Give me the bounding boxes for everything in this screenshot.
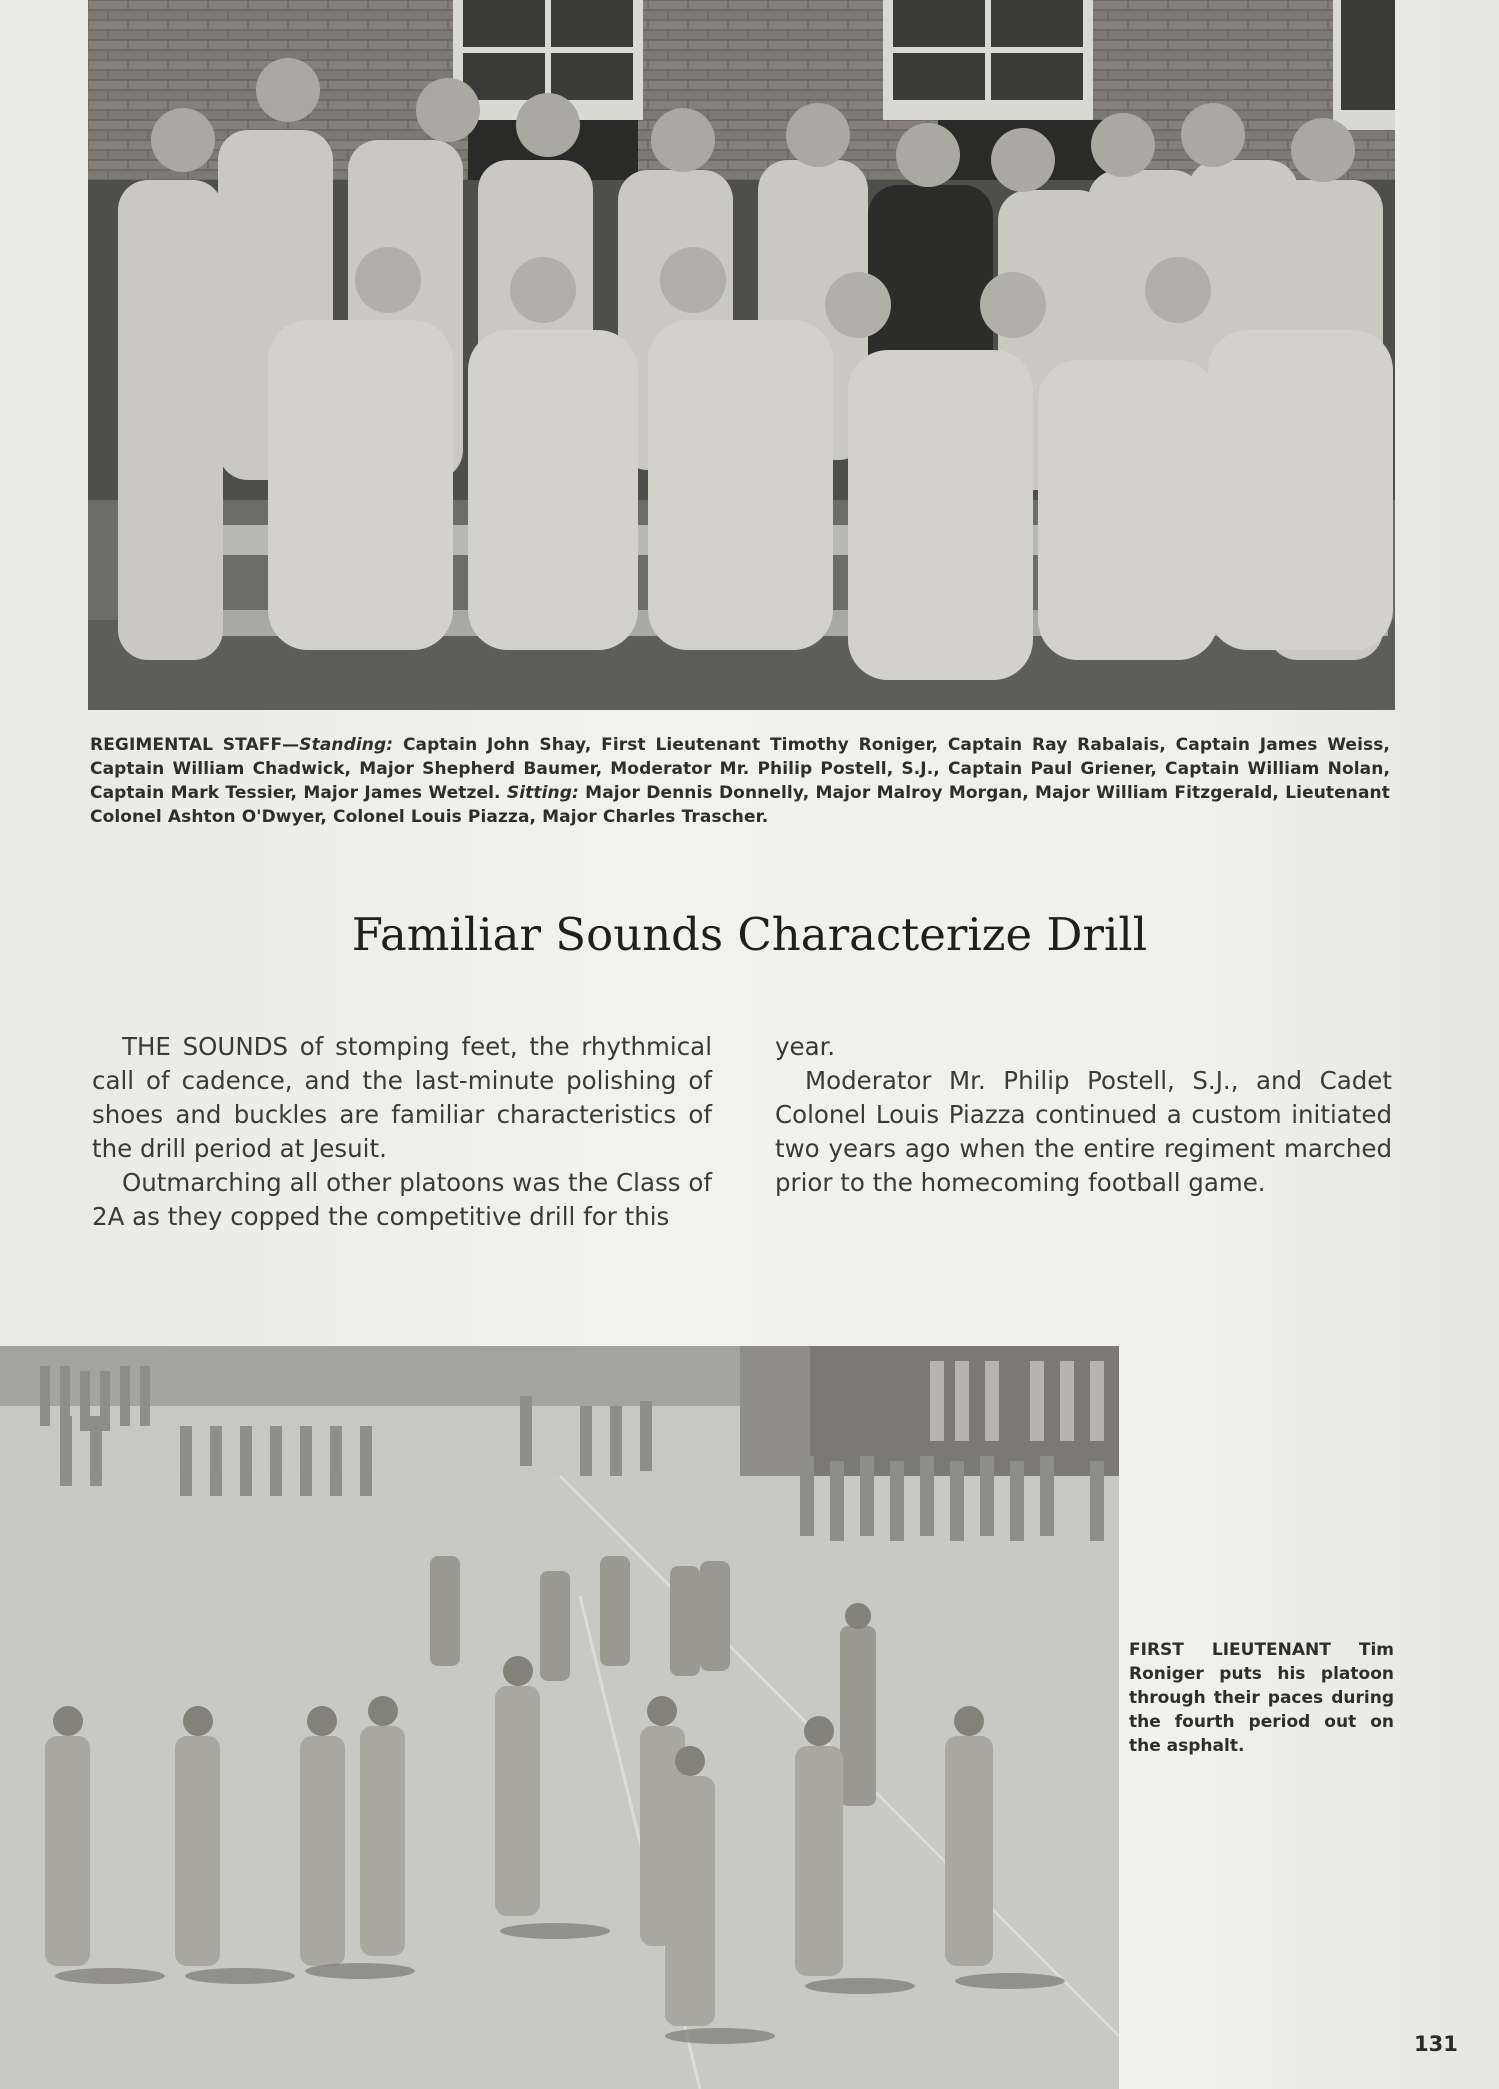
article-column-left xyxy=(92,1030,712,1234)
page-number: 131 xyxy=(1414,2032,1458,2056)
regimental-staff-photo xyxy=(88,0,1395,710)
article-paragraph: THE SOUNDS of stomping feet, the rhythmical call of cadence, and the last-minute polishing of shoes and buckles are familiar characteristics of the drill period at Jesuit. xyxy=(92,1032,712,1163)
drill-photo xyxy=(0,1346,1119,2089)
top-photo-caption xyxy=(90,733,1390,829)
caption-standing-label: Standing: xyxy=(299,735,394,755)
article-paragraph: Outmarching all other platoons was the Class of 2A as they copped the competitive drill for this xyxy=(92,1168,712,1231)
article-paragraph: Moderator Mr. Philip Postell, S.J., and Cadet Colonel Louis Piazza continued a custom initiated two years ago when the entire regiment marched prior to the homecoming football game. xyxy=(775,1066,1392,1197)
article-continuation: year. xyxy=(775,1032,836,1061)
caption-standing-names: Captain John Shay, First Lieutenant Timothy Roniger, Captain Ray Rabalais, Captain James Weiss, Captain William Chadwick, Major Shepherd Baumer, Moderator Mr. Philip Postell, S.J., Captain Paul Griener, Captain William Nolan, Captain Mark Tessier, Major James Wetzel. xyxy=(90,735,1390,803)
caption-lead: REGIMENTAL STAFF— xyxy=(90,735,300,755)
article-column-right xyxy=(775,1030,1392,1200)
drill-photo-caption: FIRST LIEUTENANT Tim Roniger puts his platoon through their paces during the fourth period out on the asphalt. xyxy=(1129,1640,1394,1756)
caption-sitting-label: Sitting: xyxy=(506,783,579,803)
article-headline: Familiar Sounds Characterize Drill xyxy=(351,908,1148,961)
caption-sitting-names: Major Dennis Donnelly, Major Malroy Morgan, Major William Fitzgerald, Lieutenant Colonel Ashton O'Dwyer, Colonel Louis Piazza, Major Charles Trascher. xyxy=(90,783,1390,827)
